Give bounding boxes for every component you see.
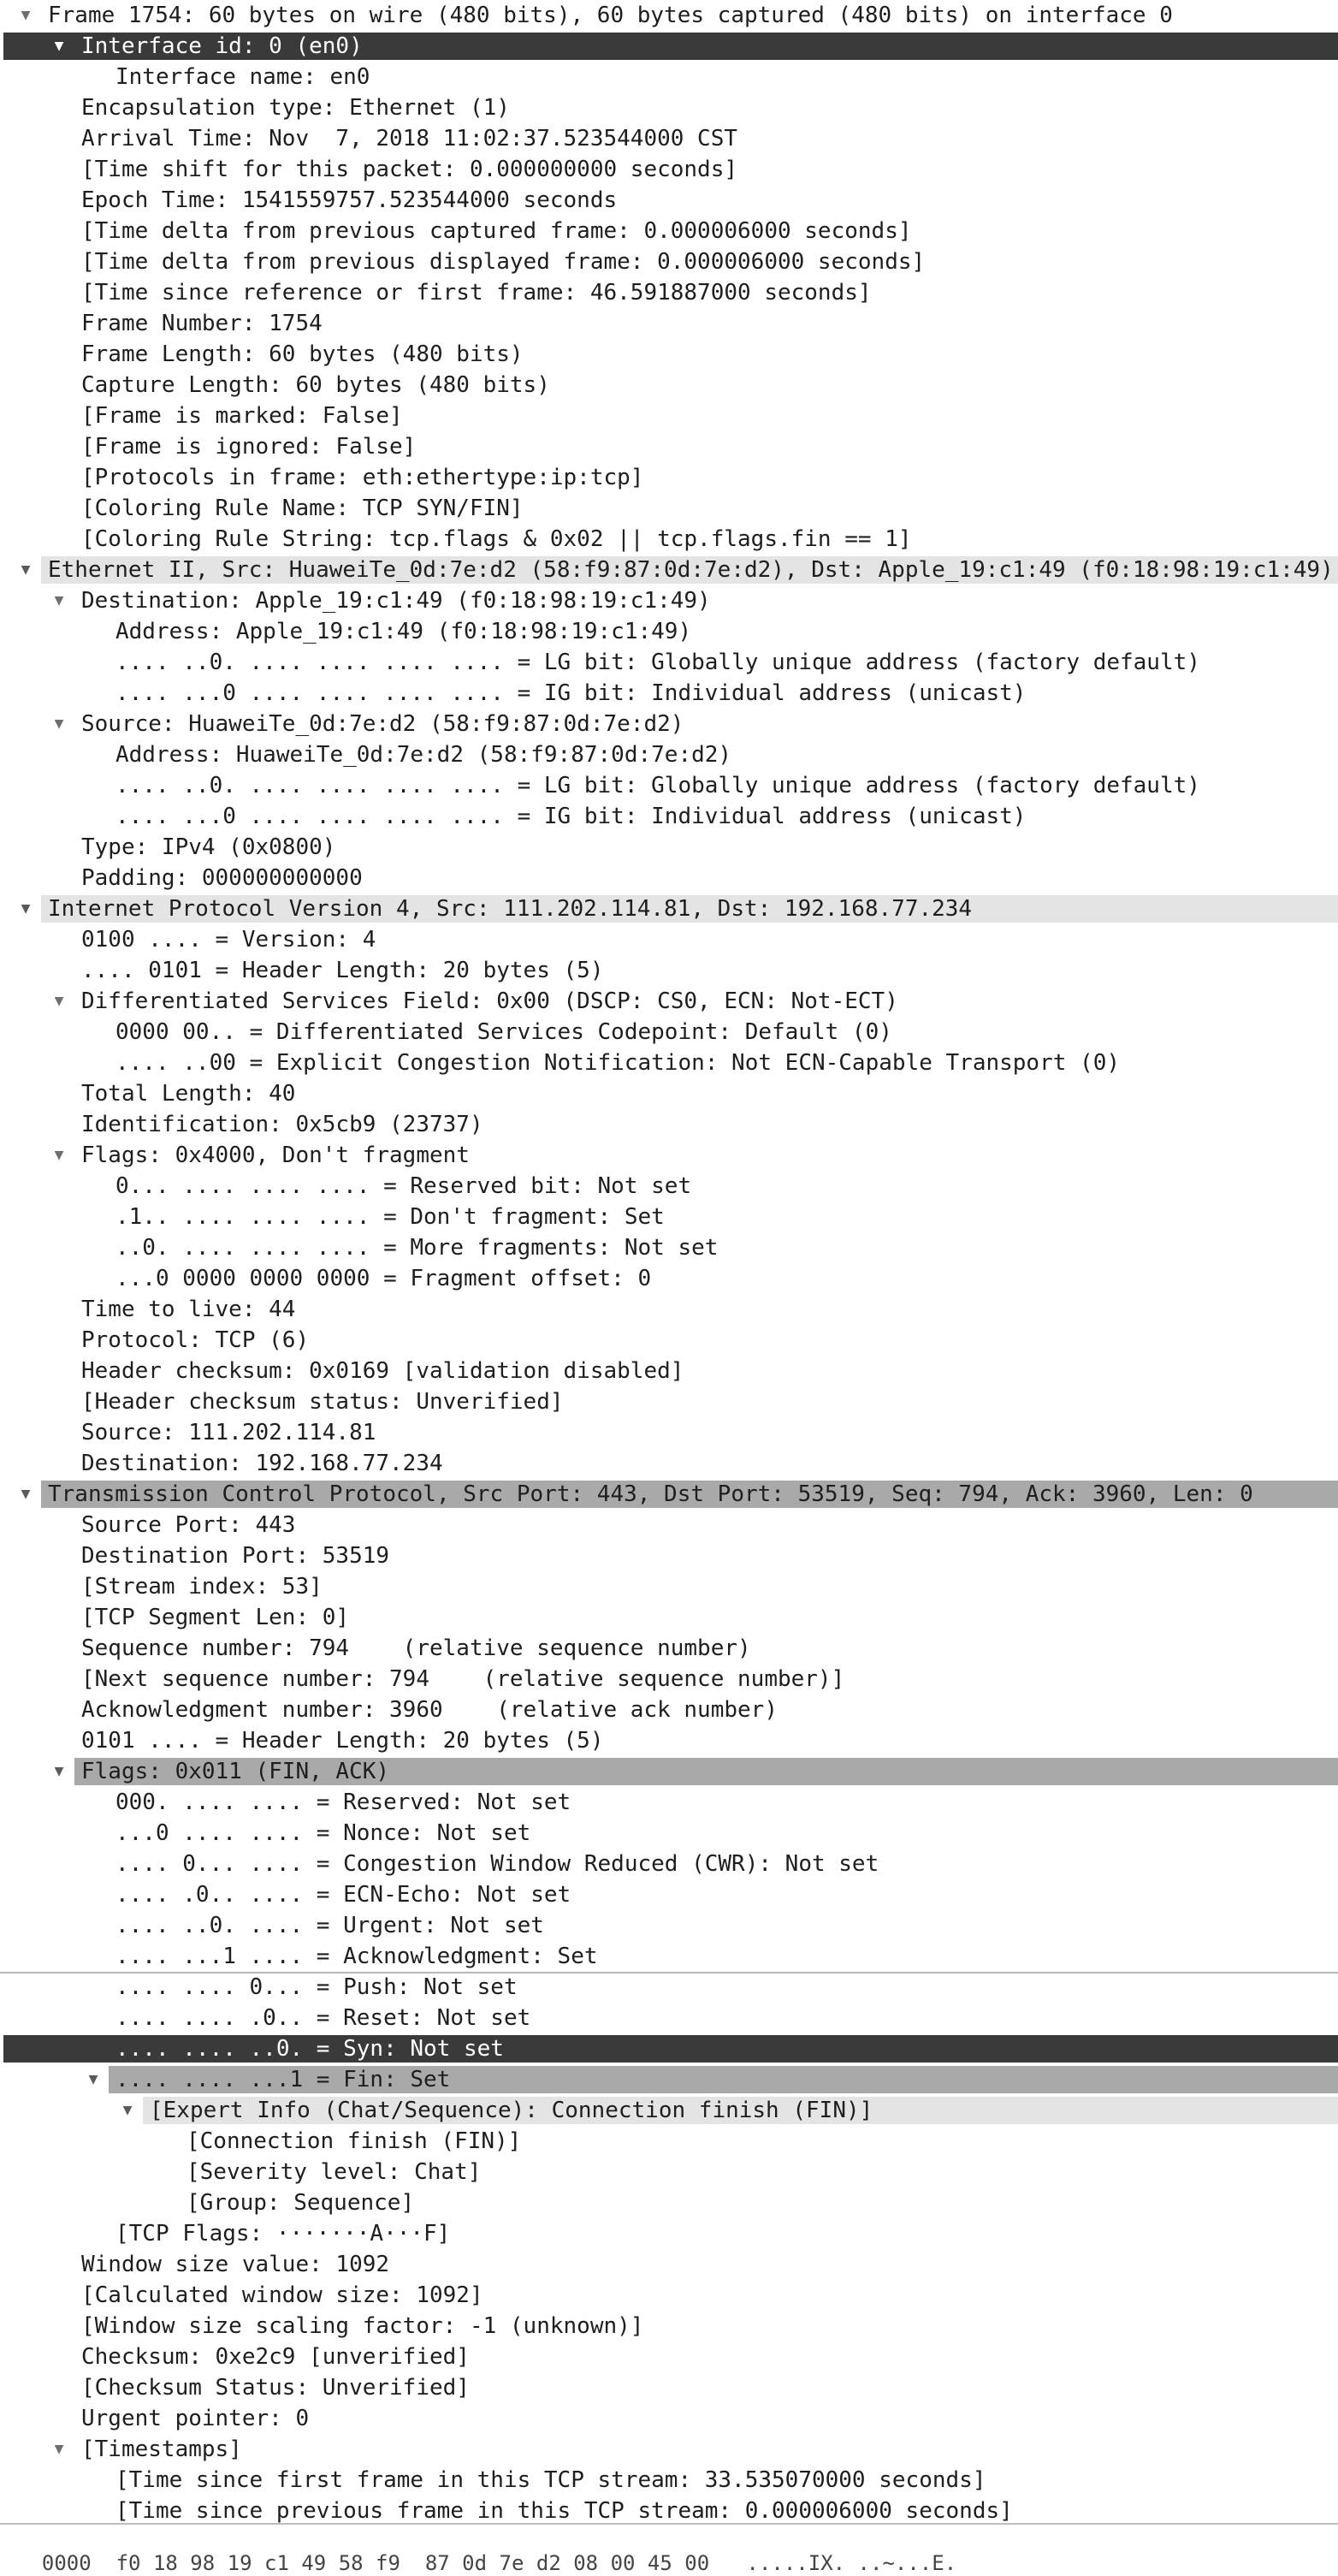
tree-row-label: ...0 0000 0000 0000 = Fragment offset: 0 — [115, 1266, 652, 1291]
tree-row-label: [Group: Sequence] — [186, 2190, 415, 2216]
tree-row[interactable] — [0, 2126, 1338, 2157]
tree-row[interactable] — [0, 2280, 1338, 2311]
tree-row[interactable] — [0, 647, 1338, 678]
tree-row-label: [Frame is ignored: False] — [81, 434, 417, 460]
tree-row-label: [Time delta from previous displayed frame: 0.000006000 seconds] — [81, 249, 926, 275]
tree-row-label: .... .... .0.. = Reset: Not set — [115, 2005, 531, 2031]
tree-row[interactable] — [0, 739, 1338, 770]
tree-row[interactable] — [0, 555, 1338, 585]
tree-row[interactable] — [0, 1972, 1338, 2003]
tree-row[interactable] — [0, 339, 1338, 370]
tree-row[interactable] — [0, 801, 1338, 832]
tree-row[interactable] — [0, 1109, 1338, 1140]
tree-row-label: Internet Protocol Version 4, Src: 111.202.114.81, Dst: 192.168.77.234 — [48, 896, 973, 922]
tree-row-label: Arrival Time: Nov 7, 2018 11:02:37.523544000 CST — [81, 126, 738, 151]
tree-row-label: [Time shift for this packet: 0.000000000 seconds] — [81, 157, 738, 182]
disclosure-triangle-down-icon[interactable]: ▼ — [54, 992, 64, 1010]
disclosure-triangle-down-icon[interactable]: ▼ — [54, 37, 64, 55]
tree-row-label: .1.. .... .... .... = Don't fragment: Set — [115, 1204, 665, 1230]
tree-row-label: 0... .... .... .... = Reserved bit: Not set — [115, 1173, 692, 1199]
tree-row[interactable] — [0, 1602, 1338, 1633]
tree-row[interactable] — [0, 585, 1338, 616]
disclosure-triangle-down-icon[interactable]: ▼ — [54, 715, 64, 733]
tree-row-label: [Protocols in frame: eth:ethertype:ip:tcp] — [81, 465, 644, 490]
tree-row-label: Header checksum: 0x0169 [validation disabled] — [81, 1358, 684, 1384]
tree-row-label: ...0 .... .... = Nonce: Not set — [115, 1820, 531, 1846]
tree-row[interactable] — [0, 2218, 1338, 2249]
tree-row[interactable] — [0, 31, 1338, 62]
tree-row[interactable] — [0, 62, 1338, 92]
tree-row-label: [Connection finish (FIN)] — [186, 2128, 522, 2154]
tree-row[interactable] — [0, 154, 1338, 185]
tree-row-label: Frame Number: 1754 — [81, 311, 323, 336]
tree-row-label: .... .... ...1 = Fin: Set — [115, 2067, 451, 2092]
tree-row-label: .... ...0 .... .... .... .... = IG bit: Individual address (unicast) — [115, 804, 1027, 829]
tree-row[interactable] — [0, 0, 1338, 31]
hex-dump-line: 0000 f0 18 98 19 c1 49 58 f9 87 0d 7e d2 08 00 45 00 .....IX. ..~...E. — [41, 2551, 957, 2575]
tree-row[interactable] — [0, 2496, 1338, 2526]
tree-row[interactable] — [0, 893, 1338, 924]
tree-row[interactable] — [0, 2157, 1338, 2187]
tree-row[interactable] — [0, 246, 1338, 277]
tree-row[interactable] — [0, 2095, 1338, 2126]
tree-row[interactable] — [0, 1294, 1338, 1325]
tree-row-label: Differentiated Services Field: 0x00 (DSCP: CS0, ECN: Not-ECT) — [81, 988, 898, 1014]
tree-row-label: 0101 .... = Header Length: 20 bytes (5) — [81, 1728, 604, 1754]
tree-row-label: [Stream index: 53] — [81, 1574, 323, 1600]
tree-row-label: Encapsulation type: Ethernet (1) — [81, 95, 510, 121]
tree-row-label: [Time since reference or first frame: 46.591887000 seconds] — [81, 280, 872, 306]
tree-row-label: [Frame is marked: False] — [81, 403, 403, 429]
tree-row[interactable] — [0, 401, 1338, 431]
tree-row[interactable] — [0, 1849, 1338, 1879]
tree-row[interactable] — [0, 216, 1338, 246]
tree-row-label: 0100 .... = Version: 4 — [81, 927, 376, 953]
tree-row-label: .... .... 0... = Push: Not set — [115, 1974, 518, 2000]
tree-row[interactable] — [0, 1479, 1338, 1510]
tree-row[interactable] — [0, 185, 1338, 216]
tree-row[interactable] — [0, 2403, 1338, 2434]
tree-row-label: Time to live: 44 — [81, 1297, 296, 1322]
tree-row-label: Source: 111.202.114.81 — [81, 1420, 376, 1445]
tree-row-label: Frame 1754: 60 bytes on wire (480 bits), 60 bytes captured (480 bits) on interface 0 — [48, 3, 1173, 28]
tree-row[interactable] — [0, 2372, 1338, 2403]
tree-row[interactable] — [0, 1540, 1338, 1571]
tree-row-label: [Timestamps] — [81, 2437, 242, 2462]
tree-row[interactable] — [0, 1941, 1338, 1972]
tree-row-label: Transmission Control Protocol, Src Port: 443, Dst Port: 53519, Seq: 794, Ack: 3960, Len: 0 — [48, 1481, 1253, 1507]
tree-row[interactable] — [0, 462, 1338, 493]
hex-dump-pane[interactable] — [0, 2523, 1338, 2575]
tree-row-label: [Header checksum status: Unverified] — [81, 1389, 564, 1415]
tree-row-label: Epoch Time: 1541559757.523544000 seconds — [81, 187, 618, 213]
tree-row-label: Frame Length: 60 bytes (480 bits) — [81, 341, 524, 367]
tree-row-label: Destination: 192.168.77.234 — [81, 1451, 443, 1476]
tree-row-label: Capture Length: 60 bytes (480 bits) — [81, 372, 550, 398]
tree-row-label: .... ...0 .... .... .... .... = IG bit: Individual address (unicast) — [115, 680, 1027, 706]
tree-row[interactable] — [0, 1756, 1338, 1787]
tree-row[interactable] — [0, 370, 1338, 401]
tree-row[interactable] — [0, 2003, 1338, 2033]
tree-row-label: Window size value: 1092 — [81, 2252, 390, 2277]
tree-row-label: .... ..0. .... .... .... .... = LG bit: Globally unique address (factory default) — [115, 650, 1200, 675]
tree-row-label: Type: IPv4 (0x0800) — [81, 834, 336, 860]
tree-row[interactable] — [0, 1818, 1338, 1849]
disclosure-triangle-down-icon[interactable]: ▼ — [54, 1762, 64, 1780]
tree-row[interactable] — [0, 1263, 1338, 1294]
tree-row[interactable] — [0, 493, 1338, 524]
tree-row-label: .... .0.. .... = ECN-Echo: Not set — [115, 1882, 571, 1908]
tree-row[interactable] — [0, 1633, 1338, 1664]
tree-row-label: Interface name: en0 — [115, 64, 370, 90]
tree-row-label: Flags: 0x011 (FIN, ACK) — [81, 1759, 390, 1784]
tree-row-label: .... ..0. .... = Urgent: Not set — [115, 1913, 544, 1938]
tree-row-label: Source: HuaweiTe_0d:7e:d2 (58:f9:87:0d:7e:d2) — [81, 711, 684, 737]
disclosure-triangle-down-icon[interactable]: ▼ — [54, 1146, 64, 1164]
tree-row-label: Acknowledgment number: 3960 (relative ack number) — [81, 1697, 778, 1723]
tree-row-label: Protocol: TCP (6) — [81, 1327, 310, 1353]
disclosure-triangle-down-icon[interactable]: ▼ — [54, 2440, 64, 2458]
tree-row-label: Address: Apple_19:c1:49 (f0:18:98:19:c1:49) — [115, 619, 692, 644]
tree-row[interactable] — [0, 2249, 1338, 2280]
tree-row[interactable] — [0, 1048, 1338, 1078]
tree-row-label: Checksum: 0xe2c9 [unverified] — [81, 2344, 470, 2370]
tree-row[interactable] — [0, 277, 1338, 308]
tree-row[interactable] — [0, 832, 1338, 863]
tree-row[interactable] — [0, 863, 1338, 893]
tree-row[interactable] — [0, 2033, 1338, 2064]
tree-row-label: Source Port: 443 — [81, 1512, 296, 1538]
tree-row[interactable] — [0, 1571, 1338, 1602]
tree-row[interactable] — [0, 1386, 1338, 1417]
tree-row-label: [Time since first frame in this TCP stream: 33.535070000 seconds] — [115, 2467, 986, 2493]
tree-row-label: ..0. .... .... .... = More fragments: Not set — [115, 1235, 719, 1261]
tree-row-label: Urgent pointer: 0 — [81, 2406, 310, 2431]
tree-row-label: Address: HuaweiTe_0d:7e:d2 (58:f9:87:0d:7e:d2) — [115, 742, 732, 768]
tree-row[interactable] — [0, 709, 1338, 739]
disclosure-triangle-down-icon[interactable]: ▼ — [21, 1485, 31, 1503]
tree-row-label: Destination: Apple_19:c1:49 (f0:18:98:19:c1:49) — [81, 588, 711, 614]
tree-row-label: Sequence number: 794 (relative sequence number) — [81, 1635, 751, 1661]
tree-row-label: Ethernet II, Src: HuaweiTe_0d:7e:d2 (58:f9:87:0d:7e:d2), Dst: Apple_19:c1:49 (f0:18:98:19:c1:49) — [48, 557, 1334, 583]
tree-row[interactable] — [0, 1017, 1338, 1048]
tree-row[interactable] — [0, 2434, 1338, 2465]
tree-row-label: [Coloring Rule String: tcp.flags & 0x02 || tcp.flags.fin == 1] — [81, 526, 912, 552]
tree-row-label: [TCP Segment Len: 0] — [81, 1605, 350, 1630]
tree-row[interactable] — [0, 431, 1338, 462]
tree-row[interactable] — [0, 2465, 1338, 2496]
tree-row-label: Interface id: 0 (en0) — [81, 33, 363, 59]
disclosure-triangle-down-icon[interactable]: ▼ — [21, 561, 31, 579]
tree-row-label: 000. .... .... = Reserved: Not set — [115, 1790, 571, 1815]
tree-row-label: [Severity level: Chat] — [186, 2159, 482, 2185]
tree-row-label: Destination Port: 53519 — [81, 1543, 390, 1569]
tree-row-label: [Coloring Rule Name: TCP SYN/FIN] — [81, 496, 524, 521]
tree-row-label: [Window size scaling factor: -1 (unknown)] — [81, 2313, 644, 2339]
tree-row[interactable] — [0, 2064, 1338, 2095]
tree-row-label: [Next sequence number: 794 (relative sequence number)] — [81, 1666, 845, 1692]
tree-row[interactable] — [0, 1725, 1338, 1756]
tree-row[interactable] — [0, 2311, 1338, 2342]
tree-row[interactable] — [0, 1417, 1338, 1448]
tree-row[interactable] — [0, 1356, 1338, 1386]
tree-row[interactable] — [0, 1202, 1338, 1232]
tree-row[interactable] — [0, 308, 1338, 339]
tree-row-label: [Time delta from previous captured frame: 0.000006000 seconds] — [81, 218, 912, 244]
tree-row[interactable] — [0, 1695, 1338, 1725]
tree-row-label: [Checksum Status: Unverified] — [81, 2375, 470, 2401]
tree-row[interactable] — [0, 1232, 1338, 1263]
tree-row[interactable] — [0, 1140, 1338, 1171]
tree-row[interactable] — [0, 92, 1338, 123]
tree-row-label: [Time since previous frame in this TCP stream: 0.000006000 seconds] — [115, 2498, 1013, 2524]
tree-row-label: .... .... ..0. = Syn: Not set — [115, 2036, 504, 2062]
tree-row-label: [Calculated window size: 1092] — [81, 2282, 483, 2308]
tree-row-label: .... ...1 .... = Acknowledgment: Set — [115, 1944, 598, 1969]
tree-row[interactable] — [0, 1078, 1338, 1109]
disclosure-triangle-down-icon[interactable]: ▼ — [21, 6, 31, 24]
tree-row-label: .... ..0. .... .... .... .... = LG bit: Globally unique address (factory default) — [115, 773, 1200, 798]
tree-row[interactable] — [0, 1325, 1338, 1356]
tree-row[interactable] — [0, 123, 1338, 154]
tree-row[interactable] — [0, 616, 1338, 647]
tree-row-label: .... 0101 = Header Length: 20 bytes (5) — [81, 958, 604, 983]
tree-row-label: [TCP Flags: ·······A···F] — [115, 2221, 451, 2247]
tree-row[interactable] — [0, 986, 1338, 1017]
tree-row-label: Flags: 0x4000, Don't fragment — [81, 1143, 470, 1168]
disclosure-triangle-down-icon[interactable]: ▼ — [88, 2070, 98, 2088]
tree-row-label: 0000 00.. = Differentiated Services Codepoint: Default (0) — [115, 1019, 892, 1045]
tree-row-label: Total Length: 40 — [81, 1081, 296, 1107]
tree-row[interactable] — [0, 678, 1338, 709]
tree-row[interactable] — [0, 955, 1338, 986]
tree-row[interactable] — [0, 770, 1338, 801]
tree-row[interactable] — [0, 1448, 1338, 1479]
tree-row[interactable] — [0, 2342, 1338, 2372]
disclosure-triangle-down-icon[interactable]: ▼ — [122, 2101, 133, 2119]
tree-row-label: Padding: 000000000000 — [81, 865, 363, 891]
tree-row-label: .... 0... .... = Congestion Window Reduced (CWR): Not set — [115, 1851, 879, 1877]
disclosure-triangle-down-icon[interactable]: ▼ — [54, 591, 64, 609]
tree-row[interactable] — [0, 1664, 1338, 1695]
tree-row[interactable] — [0, 2187, 1338, 2218]
tree-row[interactable] — [0, 1787, 1338, 1818]
tree-row-label: Identification: 0x5cb9 (23737) — [81, 1112, 483, 1137]
tree-row[interactable] — [0, 524, 1338, 555]
tree-row[interactable] — [0, 924, 1338, 955]
tree-row[interactable] — [0, 1910, 1338, 1941]
tree-row-label: .... ..00 = Explicit Congestion Notification: Not ECN-Capable Transport (0) — [115, 1050, 1120, 1076]
tree-row[interactable] — [0, 1510, 1338, 1540]
disclosure-triangle-down-icon[interactable]: ▼ — [21, 899, 31, 917]
tree-row[interactable] — [0, 1879, 1338, 1910]
tree-row[interactable] — [0, 1171, 1338, 1202]
tree-row-label: [Expert Info (Chat/Sequence): Connection finish (FIN)] — [150, 2098, 873, 2123]
